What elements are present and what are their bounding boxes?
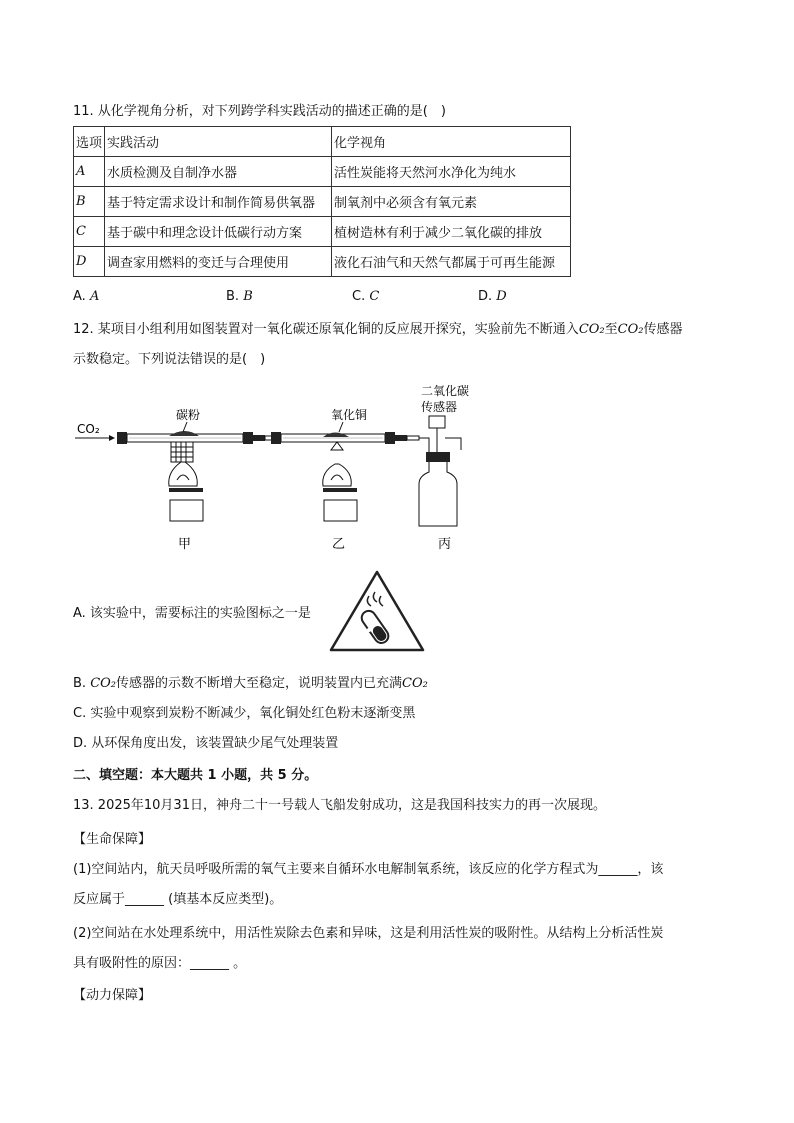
header-activity: 实践活动	[105, 127, 332, 157]
header-option: 选项	[74, 127, 105, 157]
answer-b	[226, 289, 253, 304]
q13-part2-line2: 具有吸附性的原因：______ 。	[73, 956, 247, 971]
q12-stem-text: 12. 某项目小组利用如图装置对一氧化碳还原氧化铜的反应展开探究，实验前先不断通入	[73, 322, 579, 337]
heating-hazard-icon	[325, 566, 429, 658]
answer-c	[352, 289, 379, 304]
formula-co2: CO₂	[617, 322, 644, 337]
option-prefix: B.	[73, 676, 91, 691]
label-yi: 乙	[332, 537, 346, 552]
table-header-row	[74, 127, 571, 157]
q12-stem-text: 至	[604, 322, 618, 337]
carbon-pointer	[183, 422, 187, 432]
sensor-label-2: 传感器	[421, 400, 458, 414]
formula-co2: CO₂	[578, 322, 605, 337]
row-view: 液化石油气和天然气都属于可再生能源	[332, 247, 571, 277]
table-row	[74, 247, 571, 277]
row-view: 植树造林有利于减少二氧化碳的排放	[332, 217, 571, 247]
gas-in-label: CO₂	[77, 422, 100, 436]
table-row	[74, 157, 571, 187]
row-activity: 调查家用燃料的变迁与合理使用	[105, 247, 332, 277]
answer-prefix: A.	[73, 289, 90, 304]
answer-d	[478, 289, 507, 304]
carbon-label: 碳粉	[176, 408, 201, 422]
q12-stem	[73, 322, 683, 338]
connector-2	[395, 435, 419, 441]
row-view: 活性炭能将天然河水净化为纯水	[332, 157, 571, 187]
q13-heading-power: 【动力保障】	[73, 988, 152, 1003]
q12-option-d: D. 从环保角度出发，该装置缺少尾气处理装置	[73, 736, 339, 751]
label-jia: 甲	[178, 537, 192, 552]
formula-co2: CO₂	[402, 676, 428, 691]
q12-option-c: C. 实验中观察到炭粉不断减少，氧化铜处红色粉末逐渐变黑	[73, 706, 416, 721]
row-option: D	[74, 247, 105, 277]
row-view: 制氧剂中必须含有氧元素	[332, 187, 571, 217]
burner-yi	[323, 442, 357, 521]
row-option: A	[74, 157, 105, 187]
answer-letter: A	[89, 289, 100, 304]
answer-a	[73, 289, 99, 304]
burner-jia	[169, 462, 203, 521]
q13-part2-line1: (2)空间站在水处理系统中，用活性炭除去色素和异味，这是利用活性炭的吸附性。从结构上分析活性炭	[73, 926, 664, 941]
q12-option-a: A. 该实验中，需要标注的实验图标之一是	[73, 606, 311, 621]
formula-co2: CO₂	[90, 676, 117, 691]
copper-oxide-label: 氧化铜	[331, 408, 368, 422]
arrowhead-icon	[109, 435, 115, 441]
label-bing: 丙	[438, 537, 452, 552]
q12-stem-line2: 示数稳定。下列说法错误的是( )	[73, 352, 266, 367]
answer-letter: B	[243, 289, 253, 304]
carbon-powder	[169, 431, 199, 462]
row-activity: 基于碳中和理念设计低碳行动方案	[105, 217, 332, 247]
row-activity: 基于特定需求设计和制作简易供氧器	[105, 187, 332, 217]
sensor-bottle	[419, 416, 461, 526]
q12-stem-text: 传感器	[643, 322, 683, 337]
row-option: B	[74, 187, 105, 217]
section-heading: 二、填空题：本大题共 1 小题，共 5 分。	[73, 768, 318, 783]
answer-letter: D	[496, 289, 507, 304]
answer-prefix: C.	[352, 289, 370, 304]
q12-option-b	[73, 676, 428, 692]
answer-letter: C	[369, 289, 380, 304]
row-option: C	[74, 217, 105, 247]
q11-options-table	[73, 126, 571, 277]
option-text: 传感器的示数不断增大至稳定，说明装置内已充满	[116, 676, 403, 691]
header-view: 化学视角	[332, 127, 571, 157]
sensor-label-1: 二氧化碳	[421, 384, 470, 398]
q13-part1-line2: 反应属于______ (填基本反应类型)。	[73, 892, 283, 907]
table-row	[74, 187, 571, 217]
apparatus-figure	[73, 380, 493, 552]
q11-stem: 11. 从化学视角分析，对下列跨学科实践活动的描述正确的是( )	[73, 104, 446, 119]
table-row	[74, 217, 571, 247]
q13-part1-line1: (1)空间站内，航天员呼吸所需的氧气主要来自循环水电解制氧系统，该反应的化学方程式为______，该	[73, 862, 664, 877]
answer-prefix: D.	[478, 289, 497, 304]
answer-prefix: B.	[226, 289, 244, 304]
q13-heading-life: 【生命保障】	[73, 832, 152, 847]
q13-stem: 13. 2025年10月31日，神舟二十一号载人飞船发射成功，这是我国科技实力的再一次展现。	[73, 798, 606, 813]
copper-oxide-pointer	[339, 422, 343, 432]
row-activity: 水质检测及自制净水器	[105, 157, 332, 187]
